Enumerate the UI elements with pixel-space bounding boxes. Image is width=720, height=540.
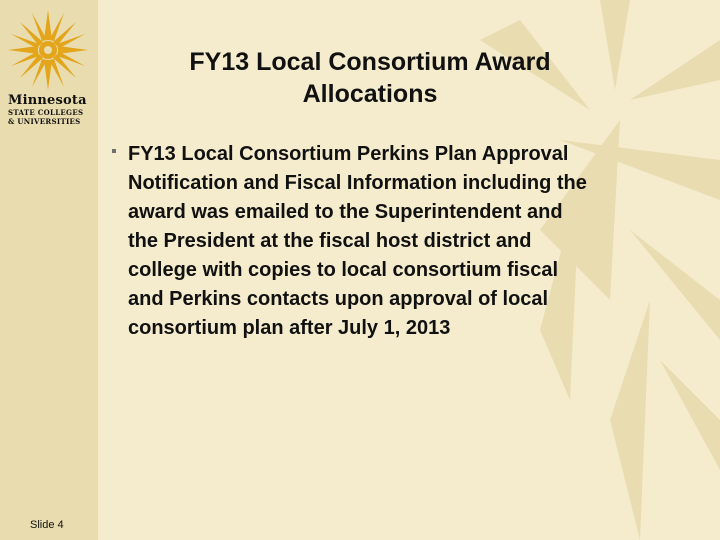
logo-line-2: & UNIVERSITIES <box>8 117 81 126</box>
logo-wordmark <box>8 93 92 126</box>
bullet-list <box>110 140 590 343</box>
slide-title-line-1: FY13 Local Consortium Award <box>189 48 551 76</box>
slide-title <box>130 46 610 110</box>
bullet-marker <box>112 149 116 153</box>
minnesota-star-logo-icon <box>8 10 88 90</box>
slide-title-line-2: Allocations <box>302 80 438 108</box>
logo-line-1: STATE COLLEGES <box>8 108 84 117</box>
bullet-item <box>110 140 590 343</box>
logo-name: Minnesota <box>8 93 87 108</box>
bullet-text: FY13 Local Consortium Perkins Plan Approval Notification and Fiscal Information including the award was emailed to the Superintendent and the President at the fiscal host district and college with copies to local consortium fiscal and Perkins contacts upon approval of local consortium plan after July 1, 2013 <box>128 143 587 339</box>
slide-number: Slide 4 <box>30 519 64 531</box>
